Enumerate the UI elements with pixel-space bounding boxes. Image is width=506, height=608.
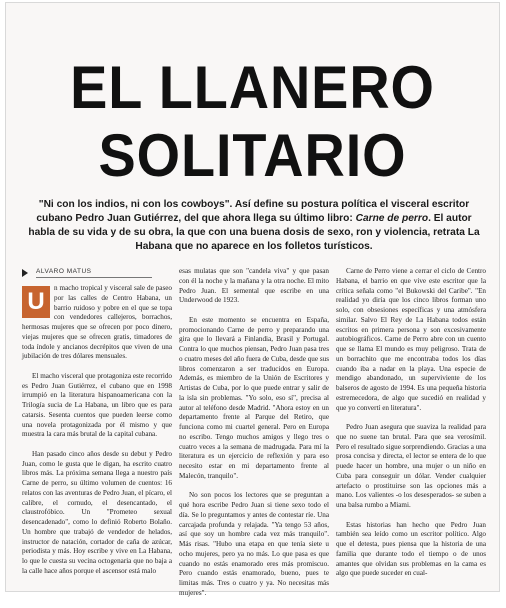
- paragraph: El macho visceral que protagoniza este recorrido es Pedro Juan Gutiérrez, el cubano que en 1998 irrumpió en la literatura hispanoamericana con la Trilogía sucia de La Habana, un libro que es para catarsis. Sesenta cuentos que pueden leerse como una novela protagonizada por él mismo y que muestra la cara más brutal de la capital cubana.: [22, 371, 172, 439]
- dek-part-2: . El autor habla de su vida y de su obra, la que con una buena dosis de sexo, ron y violencia, retrata La Habana que no aparece en los folletos turísticos.: [28, 213, 480, 252]
- paragraph: No son pocos los lectores que se preguntan a qué hora escribe Pedro Juan si tiene sexo todo el día. Se lo preguntamos y antes de contestar ríe. Una carcajada profunda y relajada. "Ya tengo 53 años, así que soy un hombre cada vez más tranquilo". Más risas. "Hubo una etapa en que tenía siete u ocho mujeres, pero ya no más. Lo que pasa es que cuando no estás enamorado eres más promiscuo. Pero cuando estás enamorado, bueno, pues te limitas más. Tres o cuatro y ya. No necesitas más mujeres".: [179, 491, 329, 597]
- triangle-bullet-icon: [22, 269, 28, 277]
- paragraph: esas mulatas que son "candela viva" y que pasan con él la noche y la mañana y la otra noche. El mito Pedro Juan. El semental que escribe en una Underwood de 1923.: [179, 267, 329, 305]
- dek-summary: [28, 198, 480, 254]
- headline-line-1: EL LLANERO: [70, 54, 435, 121]
- author-name: ALVARO MATUS: [36, 268, 92, 275]
- paragraph: En este momento se encuentra en España, promocionando Carne de perro y preparando una gira que lo llevará a Finlandia, Brasil y Portugal. Contra lo que muchos piensan, Pedro Juan pasa tres o cuatro meses del año fuera de Cuba, desde que sus libros comenzaron a ser traducidos en Europa. Además, es miembro de la Unión de Escritores y Artistas de Cuba, por lo que puede entrar y salir de la isla sin problemas. "Yo solo, eso sí", precisa al autor al teléfono desde Madrid. "Ahora estoy en un departamento frente al Parque del Retiro, que funciona como mi cuartel general. Pero en Europa no escribo. Tengo muchos amigos y llego tres o cuatro veces a la semana de madrugada. Para mí la literatura es un ejercicio de reflexión y para eso necesito estar en mi departamento frente al Malecón, tranquilo".: [179, 315, 329, 480]
- paragraph-text: n macho tropical y visceral sale de paseo por las calles de Centro Habana, un barrio ruidoso y pobre en el que se topa con vendedores callejeros, borrachos, hermosas mujeres que se ofrecen por poco dinero, viejas mujeres que se ofrecen gratis, timadores de toda índole y ancianos decrépitos que viven de una jubilación de tres dólares mensuales.: [22, 284, 172, 361]
- paragraph: Carne de Perro viene a cerrar el ciclo de Centro Habana, el barrio en que vive este escritor que la crítica señala como "el Bukowski del Caribe". "En realidad yo diría que los cinco libros forman uno solo, con obsesiones específicas y una atmósfera similar. Salvo El Rey de La Habana todos están escritos en primera persona y son excesivamente autobiográficos. Carne de Perro abre con un cuento que se llama El mundo es muy peligroso. Trata de un borrachito que me encontraba todos los días cuando iba a nadar en la playa. Una especie de mendigo abandonado, un superviviente de los balseros de agosto de 1994. Es una pequeña historia estremecedora, de algo que sucedió en realidad y que yo convertí en literatura".: [336, 267, 486, 412]
- paragraph: Han pasado cinco años desde su debut y Pedro Juan, como le gusta que le digan, ha escrito cuatro libros más. La próxima semana llega a nuestro país Carne de perro, su último volumen de cuentos: 16 relatos con las aventuras de Pedro Juan, el pícaro, el calibre, el cornudo, el desencantado, el claustrofóbico. Un "Prometeo sexual desencadenado", como lo definió Roberto Bolaño. Un hombre que trabajó de vendedor de helados, instructor de natación, cortador de caña de azúcar, periodista y más. Hoy escribe y vive en La Habana, lo que le cuesta su vecina octogenaria que no baja a la calle hace años porque el ascensor está malo: [22, 449, 172, 575]
- article-column-3: [336, 267, 486, 589]
- paragraph: Pedro Juan asegura que suaviza la realidad para que no suene tan brutal. Para que sea verosímil. Pero el resultado sigue sorprendiendo. Gracias a una prosa concisa y directa, el lector se entera de lo que puede hacer un hombre, una mujer o un niño en Cuba para conseguir un dólar. Vender cualquier artefacto o prostituirse son las opciones más a mano. Los valientes -o los desesperados- se suben a una balsa rumbo a Miami.: [336, 423, 486, 509]
- byline-rule: [36, 277, 152, 278]
- magazine-page: [5, 2, 500, 597]
- paragraph: [22, 284, 172, 362]
- dek-part-1: "Ni con los indios, ni con los cowboys". Así define su postura política el visceral escritor cubano Pedro Juan Gutiérrez, del que ahora llega su último libro:: [36, 199, 470, 224]
- paragraph: Estas historias han hecho que Pedro Juan también sea leído como un escritor político. Algo que el detesta, pues piensa que la historia de una familia que durante todo el tiempo o de unos amantes que olvidan sus problemas en la cama es algo que puede suceder en cual-: [336, 520, 486, 578]
- drop-cap: U: [22, 286, 50, 318]
- article-column-1: [22, 284, 172, 586]
- dek-book-title: Carne de perro: [355, 213, 429, 224]
- headline-line-2: SOLITARIO: [98, 122, 407, 189]
- byline: [22, 268, 152, 280]
- article-column-2: [179, 267, 329, 608]
